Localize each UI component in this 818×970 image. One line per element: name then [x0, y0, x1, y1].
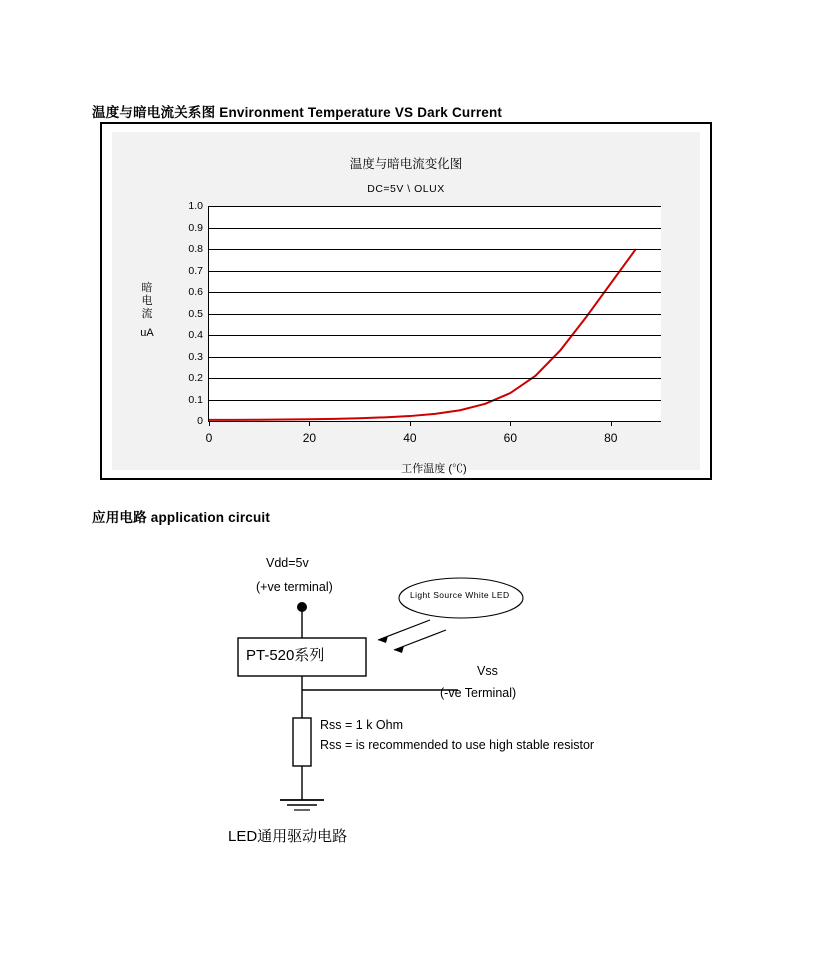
resistor-rss: [293, 718, 311, 766]
y-axis-tick-label: 0.1: [188, 393, 203, 406]
y-axis-tick-label: 0.3: [188, 350, 203, 363]
x-axis-tick: [510, 421, 511, 426]
label-vdd-terminal: (+ve terminal): [256, 580, 333, 594]
x-axis-tick: [309, 421, 310, 426]
y-axis-tick-label: 1.0: [188, 200, 203, 212]
y-axis-tick-label: 0.4: [188, 329, 203, 341]
chart-plot-area: [188, 200, 661, 445]
y-axis-tick-label: 0.2: [188, 372, 203, 384]
label-rss-value: Rss = 1 k Ohm: [320, 718, 404, 732]
chart-gridline: [209, 357, 661, 358]
label-vss-terminal: (-ve Terminal): [440, 686, 517, 700]
y-axis-tick-label: 0.9: [188, 221, 203, 234]
y-axis-title: [138, 282, 156, 340]
y-axis-title-char: 电: [141, 295, 153, 307]
chart-gridline: [209, 335, 661, 336]
chart-gridline: [209, 378, 661, 379]
x-axis-tick-label: 40: [403, 431, 417, 445]
x-axis-tick-label: 20: [302, 431, 317, 445]
chart-gridline: [209, 249, 661, 250]
page-title-application-circuit: 应用电路 application circuit: [92, 510, 271, 525]
chart-gridline: [209, 228, 661, 229]
x-axis-tick-label: 80: [604, 431, 618, 445]
chart-gridline: [209, 206, 661, 207]
light-arrow-head-2: [394, 646, 404, 653]
y-axis-tick-label: 0: [197, 415, 203, 427]
label-part-number: PT-520系列: [246, 647, 325, 664]
page-title-dark-current: 温度与暗电流关系图 Environment Temperature VS Dark Current: [92, 105, 503, 120]
x-axis-tick: [209, 421, 210, 426]
y-axis-tick-label: 0.7: [188, 264, 203, 277]
circuit-caption: LED通用驱动电路: [228, 828, 348, 845]
application-circuit-diagram: [0, 528, 818, 868]
chart-title: 温度与暗电流变化图: [349, 157, 463, 171]
circuit-svg: [0, 528, 818, 868]
label-rss-note: Rss = is recommended to use high stable resistor: [320, 738, 595, 752]
vdd-terminal-dot: [297, 602, 307, 612]
chart-gridline: [209, 292, 661, 293]
x-axis-tick: [410, 421, 411, 426]
label-light-source: Light Source White LED: [410, 590, 510, 600]
light-arrows: [378, 620, 446, 653]
chart-container: [100, 122, 712, 480]
light-arrow-head-1: [378, 636, 388, 643]
x-axis-tick-label: 0: [205, 431, 213, 445]
chart-gridline: [209, 271, 661, 272]
x-axis-tick-label: 60: [503, 431, 518, 445]
chart-subtitle: DC=5V \ OLUX: [367, 183, 445, 195]
label-vss: Vss: [477, 664, 498, 678]
chart-plot-background: [112, 132, 700, 475]
y-axis-unit: uA: [140, 327, 154, 339]
y-axis-tick-label: 0.6: [188, 286, 203, 298]
y-axis-tick-label: 0.5: [188, 307, 203, 320]
label-vdd: Vdd=5v: [266, 556, 309, 570]
x-axis-title: 工作温度 (℃): [401, 463, 467, 475]
y-axis-tick-label: 0.8: [188, 243, 203, 255]
x-axis-tick: [611, 421, 612, 426]
y-axis-title-char: 暗: [141, 282, 153, 294]
chart-gridline: [209, 400, 661, 401]
y-axis-title-char: 流: [141, 308, 153, 320]
chart-gridline: [209, 314, 661, 315]
